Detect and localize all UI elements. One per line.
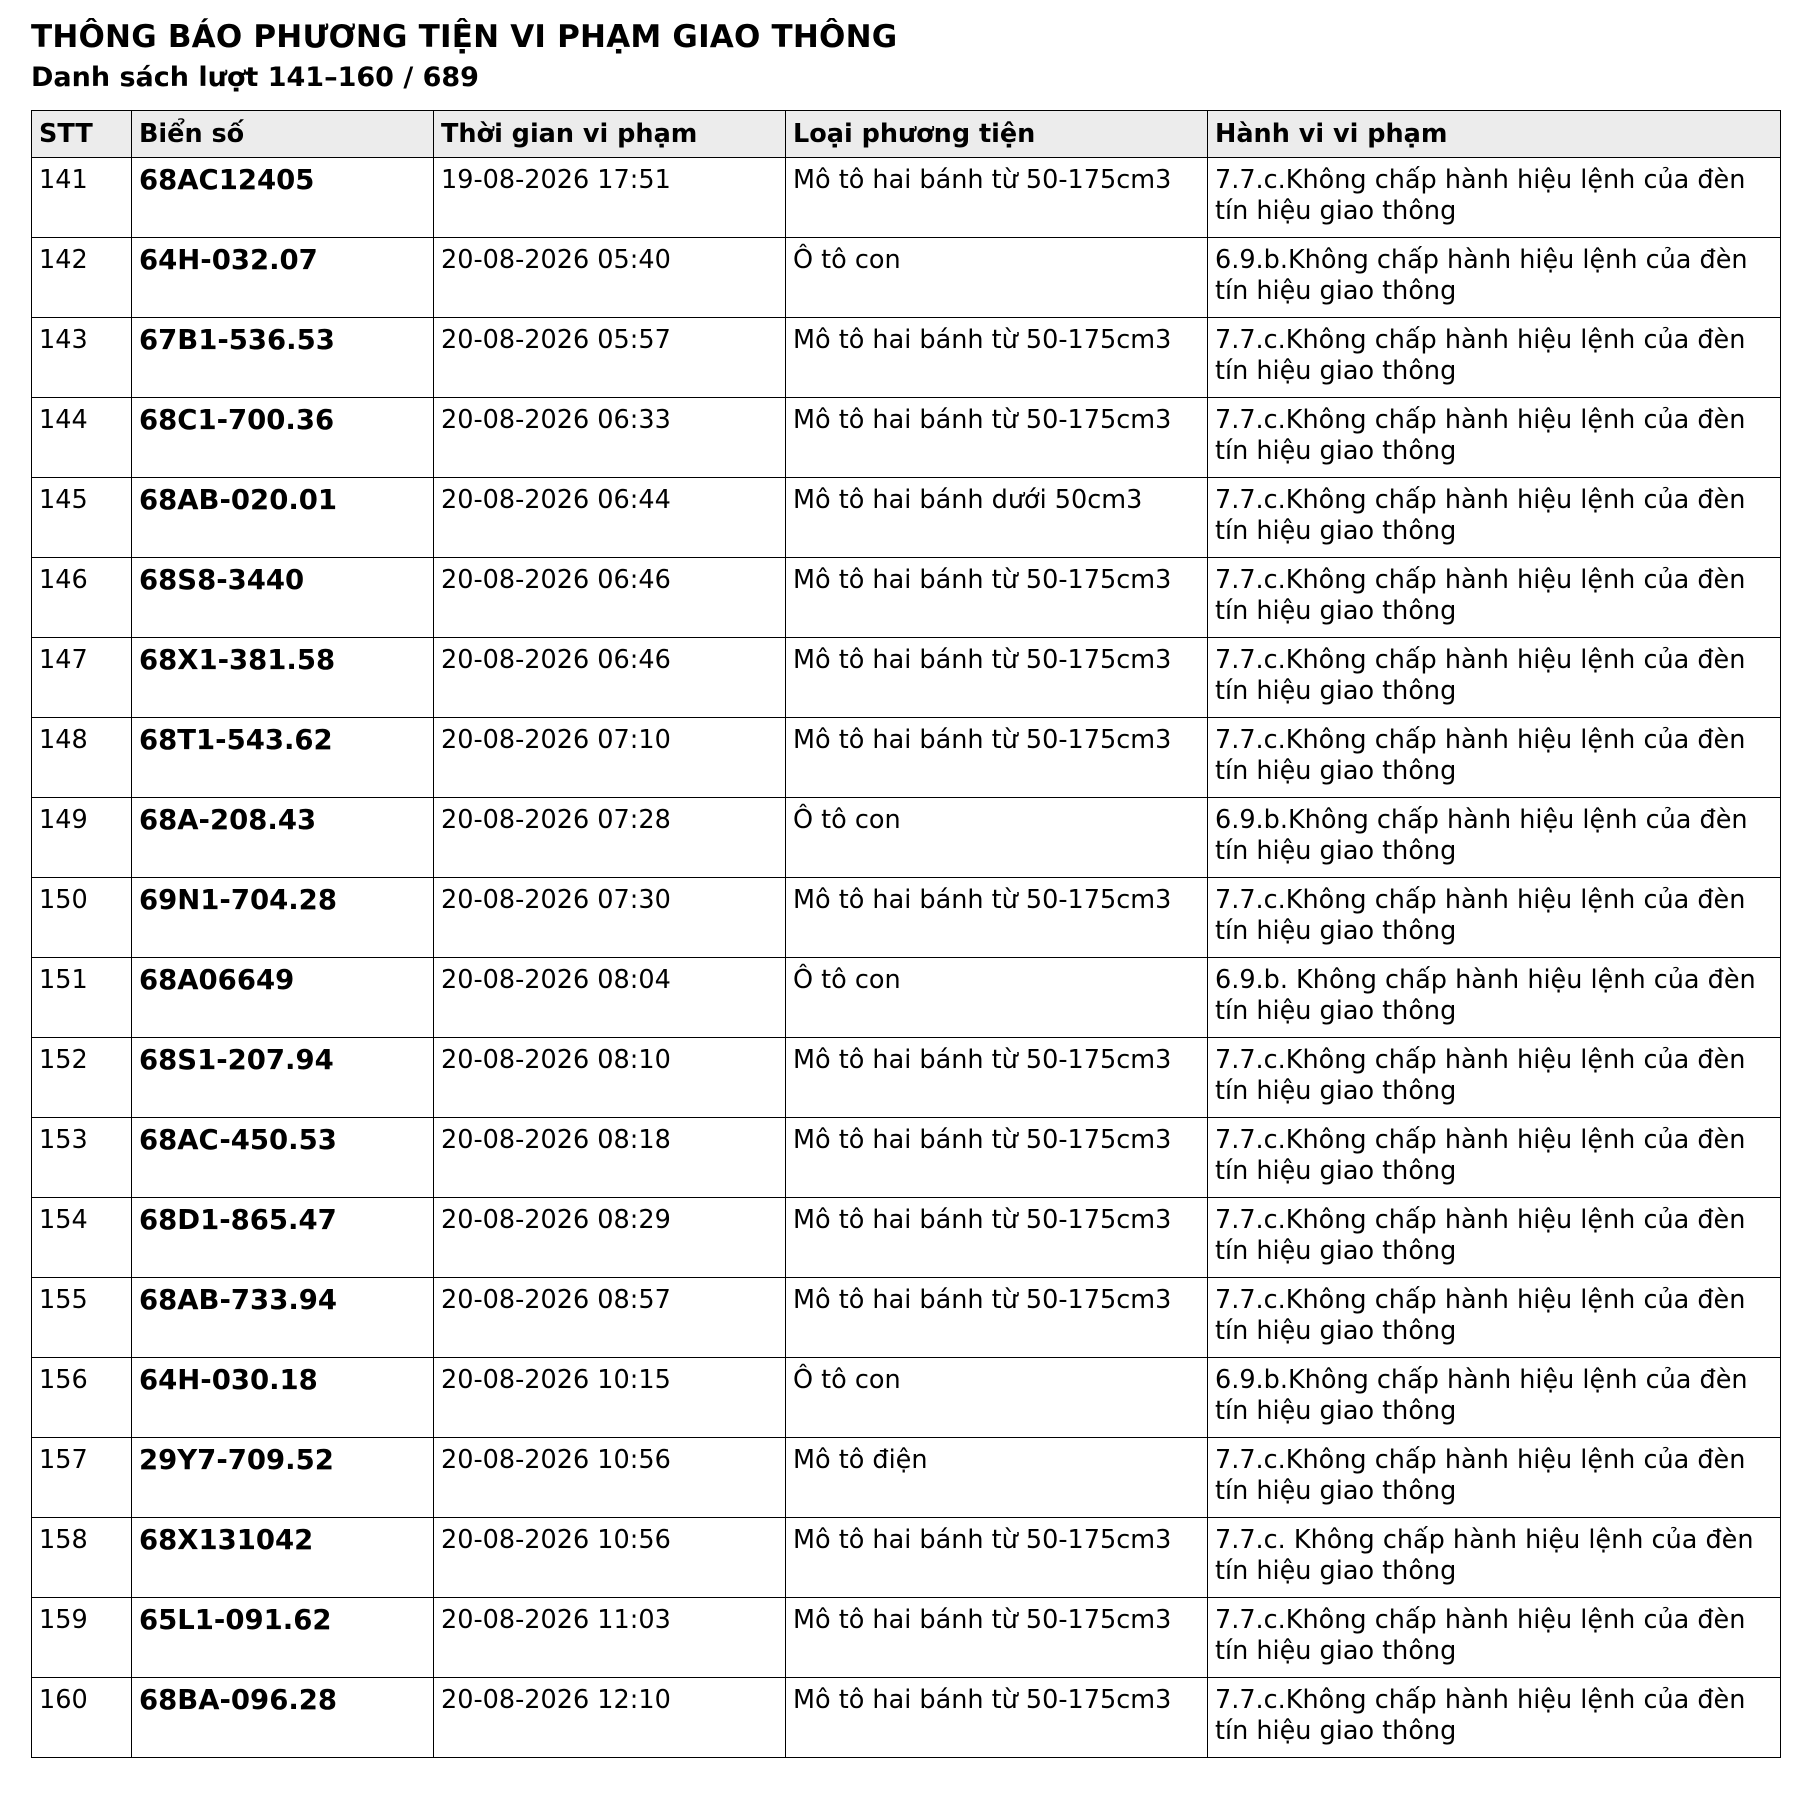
table-row [32, 1438, 1781, 1518]
row-time: 20-08-2026 07:28 [434, 798, 786, 878]
row-time: 20-08-2026 05:57 [434, 318, 786, 398]
row-time: 20-08-2026 08:04 [434, 958, 786, 1038]
table-row [32, 238, 1781, 318]
row-time: 20-08-2026 10:56 [434, 1438, 786, 1518]
row-vehicle-type: Mô tô hai bánh từ 50-175cm3 [786, 398, 1208, 478]
row-plate: 64H-032.07 [132, 238, 434, 318]
row-plate: 68AC-450.53 [132, 1118, 434, 1198]
table-row [32, 1358, 1781, 1438]
row-vehicle-type: Mô tô hai bánh từ 50-175cm3 [786, 158, 1208, 238]
row-time: 20-08-2026 08:29 [434, 1198, 786, 1278]
row-stt: 157 [32, 1438, 132, 1518]
row-stt: 149 [32, 798, 132, 878]
row-vehicle-type: Mô tô hai bánh từ 50-175cm3 [786, 318, 1208, 398]
table-row [32, 1118, 1781, 1198]
table-row [32, 958, 1781, 1038]
row-vehicle-type: Mô tô hai bánh từ 50-175cm3 [786, 1198, 1208, 1278]
row-stt: 155 [32, 1278, 132, 1358]
row-plate: 64H-030.18 [132, 1358, 434, 1438]
row-stt: 143 [32, 318, 132, 398]
row-time: 20-08-2026 06:46 [434, 558, 786, 638]
row-time: 20-08-2026 06:33 [434, 398, 786, 478]
table-row [32, 1598, 1781, 1678]
row-violation: 7.7.c.Không chấp hành hiệu lệnh của đèn tín hiệu giao thông [1208, 1598, 1781, 1678]
row-time: 20-08-2026 07:30 [434, 878, 786, 958]
table-row [32, 318, 1781, 398]
table-row [32, 558, 1781, 638]
table-body [32, 158, 1781, 1758]
row-vehicle-type: Mô tô hai bánh từ 50-175cm3 [786, 1598, 1208, 1678]
row-vehicle-type: Mô tô hai bánh từ 50-175cm3 [786, 1278, 1208, 1358]
row-stt: 153 [32, 1118, 132, 1198]
row-stt: 147 [32, 638, 132, 718]
column-header-stt: STT [32, 111, 132, 158]
page-subtitle: Danh sách lượt 141–160 / 689 [31, 62, 479, 93]
table-row [32, 1038, 1781, 1118]
row-violation: 7.7.c.Không chấp hành hiệu lệnh của đèn tín hiệu giao thông [1208, 718, 1781, 798]
table-row [32, 878, 1781, 958]
row-time: 20-08-2026 07:10 [434, 718, 786, 798]
row-violation: 7.7.c.Không chấp hành hiệu lệnh của đèn tín hiệu giao thông [1208, 318, 1781, 398]
row-plate: 68BA-096.28 [132, 1678, 434, 1758]
row-stt: 141 [32, 158, 132, 238]
table-row [32, 798, 1781, 878]
row-vehicle-type: Mô tô hai bánh từ 50-175cm3 [786, 1118, 1208, 1198]
row-violation: 7.7.c.Không chấp hành hiệu lệnh của đèn tín hiệu giao thông [1208, 1118, 1781, 1198]
column-header-time: Thời gian vi phạm [434, 111, 786, 158]
row-violation: 7.7.c.Không chấp hành hiệu lệnh của đèn tín hiệu giao thông [1208, 1038, 1781, 1118]
table-row [32, 398, 1781, 478]
row-time: 20-08-2026 06:46 [434, 638, 786, 718]
row-vehicle-type: Ô tô con [786, 798, 1208, 878]
row-plate: 67B1-536.53 [132, 318, 434, 398]
row-plate: 68S1-207.94 [132, 1038, 434, 1118]
row-violation: 7.7.c.Không chấp hành hiệu lệnh của đèn tín hiệu giao thông [1208, 398, 1781, 478]
row-vehicle-type: Mô tô hai bánh từ 50-175cm3 [786, 558, 1208, 638]
row-violation: 7.7.c.Không chấp hành hiệu lệnh của đèn tín hiệu giao thông [1208, 1198, 1781, 1278]
row-plate: 65L1-091.62 [132, 1598, 434, 1678]
row-stt: 154 [32, 1198, 132, 1278]
table-row [32, 1518, 1781, 1598]
row-plate: 68X1-381.58 [132, 638, 434, 718]
row-vehicle-type: Mô tô hai bánh từ 50-175cm3 [786, 1678, 1208, 1758]
table-row [32, 718, 1781, 798]
row-stt: 152 [32, 1038, 132, 1118]
row-vehicle-type: Ô tô con [786, 238, 1208, 318]
row-violation: 6.9.b.Không chấp hành hiệu lệnh của đèn tín hiệu giao thông [1208, 238, 1781, 318]
row-stt: 160 [32, 1678, 132, 1758]
row-plate: 68A-208.43 [132, 798, 434, 878]
row-stt: 156 [32, 1358, 132, 1438]
row-time: 20-08-2026 08:57 [434, 1278, 786, 1358]
row-vehicle-type: Ô tô con [786, 1358, 1208, 1438]
row-stt: 148 [32, 718, 132, 798]
row-violation: 7.7.c.Không chấp hành hiệu lệnh của đèn tín hiệu giao thông [1208, 558, 1781, 638]
row-stt: 144 [32, 398, 132, 478]
row-vehicle-type: Mô tô hai bánh từ 50-175cm3 [786, 878, 1208, 958]
row-violation: 7.7.c.Không chấp hành hiệu lệnh của đèn tín hiệu giao thông [1208, 1678, 1781, 1758]
column-header-vehicle: Loại phương tiện [786, 111, 1208, 158]
page-title: THÔNG BÁO PHƯƠNG TIỆN VI PHẠM GIAO THÔNG [31, 19, 898, 55]
row-stt: 145 [32, 478, 132, 558]
row-violation: 6.9.b.Không chấp hành hiệu lệnh của đèn tín hiệu giao thông [1208, 798, 1781, 878]
table-row [32, 1678, 1781, 1758]
row-stt: 150 [32, 878, 132, 958]
row-violation: 6.9.b.Không chấp hành hiệu lệnh của đèn tín hiệu giao thông [1208, 1358, 1781, 1438]
row-plate: 68AB-020.01 [132, 478, 434, 558]
row-violation: 7.7.c.Không chấp hành hiệu lệnh của đèn tín hiệu giao thông [1208, 1278, 1781, 1358]
row-plate: 68X131042 [132, 1518, 434, 1598]
row-stt: 151 [32, 958, 132, 1038]
column-header-plate: Biển số [132, 111, 434, 158]
row-violation: 7.7.c.Không chấp hành hiệu lệnh của đèn tín hiệu giao thông [1208, 878, 1781, 958]
row-time: 20-08-2026 05:40 [434, 238, 786, 318]
row-time: 20-08-2026 12:10 [434, 1678, 786, 1758]
row-violation: 6.9.b. Không chấp hành hiệu lệnh của đèn tín hiệu giao thông [1208, 958, 1781, 1038]
row-vehicle-type: Mô tô hai bánh từ 50-175cm3 [786, 718, 1208, 798]
row-plate: 68C1-700.36 [132, 398, 434, 478]
row-time: 20-08-2026 06:44 [434, 478, 786, 558]
row-plate: 69N1-704.28 [132, 878, 434, 958]
row-stt: 142 [32, 238, 132, 318]
row-violation: 7.7.c.Không chấp hành hiệu lệnh của đèn tín hiệu giao thông [1208, 478, 1781, 558]
row-plate: 68S8-3440 [132, 558, 434, 638]
row-vehicle-type: Mô tô điện [786, 1438, 1208, 1518]
row-violation: 7.7.c.Không chấp hành hiệu lệnh của đèn tín hiệu giao thông [1208, 638, 1781, 718]
row-violation: 7.7.c.Không chấp hành hiệu lệnh của đèn tín hiệu giao thông [1208, 1438, 1781, 1518]
row-violation: 7.7.c. Không chấp hành hiệu lệnh của đèn tín hiệu giao thông [1208, 1518, 1781, 1598]
row-vehicle-type: Mô tô hai bánh từ 50-175cm3 [786, 1038, 1208, 1118]
table-row [32, 478, 1781, 558]
column-header-violation: Hành vi vi phạm [1208, 111, 1781, 158]
row-time: 20-08-2026 11:03 [434, 1598, 786, 1678]
row-stt: 146 [32, 558, 132, 638]
row-vehicle-type: Mô tô hai bánh từ 50-175cm3 [786, 638, 1208, 718]
table-header-row [32, 111, 1781, 158]
table-row [32, 1198, 1781, 1278]
row-time: 20-08-2026 10:56 [434, 1518, 786, 1598]
row-time: 19-08-2026 17:51 [434, 158, 786, 238]
row-plate: 68T1-543.62 [132, 718, 434, 798]
row-stt: 158 [32, 1518, 132, 1598]
row-vehicle-type: Ô tô con [786, 958, 1208, 1038]
table-row [32, 638, 1781, 718]
row-plate: 68AB-733.94 [132, 1278, 434, 1358]
row-time: 20-08-2026 10:15 [434, 1358, 786, 1438]
table-row [32, 1278, 1781, 1358]
row-violation: 7.7.c.Không chấp hành hiệu lệnh của đèn tín hiệu giao thông [1208, 158, 1781, 238]
row-plate: 68A06649 [132, 958, 434, 1038]
row-stt: 159 [32, 1598, 132, 1678]
row-time: 20-08-2026 08:18 [434, 1118, 786, 1198]
table-row [32, 158, 1781, 238]
row-plate: 68AC12405 [132, 158, 434, 238]
row-vehicle-type: Mô tô hai bánh dưới 50cm3 [786, 478, 1208, 558]
violations-table [31, 110, 1781, 1758]
row-plate: 29Y7-709.52 [132, 1438, 434, 1518]
row-plate: 68D1-865.47 [132, 1198, 434, 1278]
row-vehicle-type: Mô tô hai bánh từ 50-175cm3 [786, 1518, 1208, 1598]
row-time: 20-08-2026 08:10 [434, 1038, 786, 1118]
